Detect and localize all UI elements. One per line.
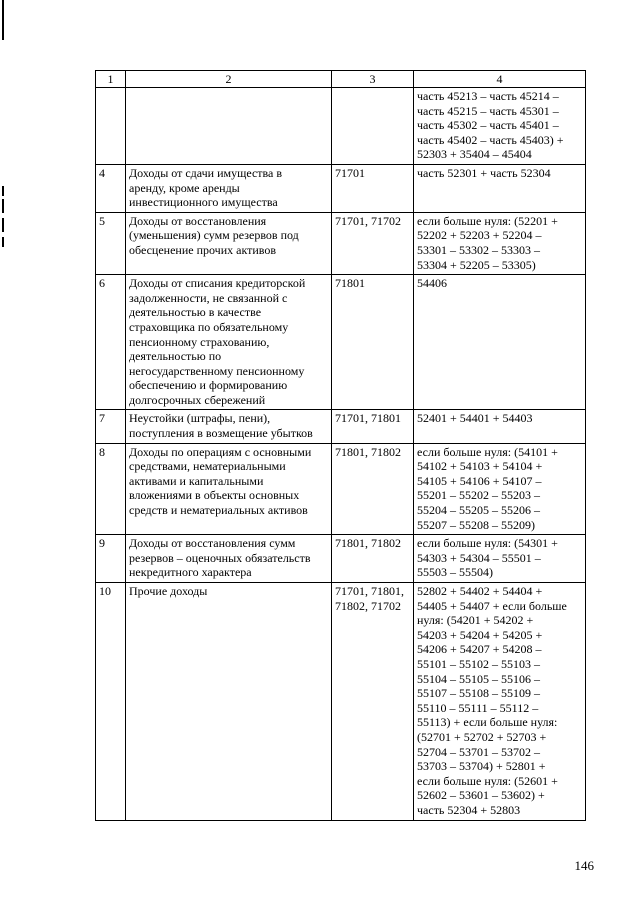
row-name (126, 88, 332, 165)
row-name: Доходы от списания кредиторской задолженности, не связанной с деятельностью в качестве страховщика по обязательному пенсионному страхованию, деятельностью по негосударственному пенсионному обеспечению и формированию долгосрочных сбережений (126, 275, 332, 410)
margin-mark (2, 218, 4, 232)
row-accounts: 71701, 71702 (332, 212, 414, 274)
row-accounts: 71801, 71802 (332, 443, 414, 535)
header-cell-4: 4 (414, 71, 586, 88)
header-cell-1: 1 (96, 71, 126, 88)
table-header-row (96, 71, 586, 88)
row-accounts: 71701 (332, 164, 414, 212)
row-accounts: 71701, 71801 (332, 410, 414, 443)
margin-mark (2, 0, 4, 40)
table-row (96, 443, 586, 535)
row-name: Доходы по операциям с основными средствами, нематериальными активами и капитальными вложениями в объекты основных средств и нематериальных активов (126, 443, 332, 535)
table-row (96, 164, 586, 212)
row-number: 9 (96, 535, 126, 583)
row-number: 10 (96, 583, 126, 821)
margin-mark (2, 186, 4, 196)
row-formula: если больше нуля: (54101 + 54102 + 54103 + 54104 + 54105 + 54106 + 54107 – 55201 – 55202 – 55203 – 55204 – 55205 – 55206 – 55207 – 55208 – 55209) (414, 443, 586, 535)
page-number: 146 (574, 858, 594, 873)
income-mapping-table (95, 70, 586, 821)
margin-mark (2, 237, 4, 247)
row-accounts: 71801 (332, 275, 414, 410)
row-formula: часть 45213 – часть 45214 – часть 45215 – часть 45301 – часть 45302 – часть 45401 – часть 45402 – часть 45403) + 52303 + 35404 – 45404 (414, 88, 586, 165)
row-number: 4 (96, 164, 126, 212)
margin-mark (2, 199, 4, 213)
row-formula: часть 52301 + часть 52304 (414, 164, 586, 212)
row-number (96, 88, 126, 165)
table-row (96, 410, 586, 443)
table-row (96, 275, 586, 410)
row-formula: 52401 + 54401 + 54403 (414, 410, 586, 443)
row-accounts: 71701, 71801, 71802, 71702 (332, 583, 414, 821)
table-row (96, 583, 586, 821)
row-name: Доходы от сдачи имущества в аренду, кроме аренды инвестиционного имущества (126, 164, 332, 212)
row-formula: 54406 (414, 275, 586, 410)
row-accounts (332, 88, 414, 165)
row-number: 8 (96, 443, 126, 535)
row-name: Прочие доходы (126, 583, 332, 821)
table-row (96, 535, 586, 583)
row-formula: если больше нуля: (52201 + 52202 + 52203 + 52204 – 53301 – 53302 – 53303 – 53304 + 52205 – 53305) (414, 212, 586, 274)
table-row (96, 212, 586, 274)
table-row (96, 88, 586, 165)
row-name: Доходы от восстановления (уменьшения) сумм резервов под обесценение прочих активов (126, 212, 332, 274)
row-number: 6 (96, 275, 126, 410)
row-number: 7 (96, 410, 126, 443)
header-cell-2: 2 (126, 71, 332, 88)
row-number: 5 (96, 212, 126, 274)
row-name: Неустойки (штрафы, пени), поступления в возмещение убытков (126, 410, 332, 443)
row-accounts: 71801, 71802 (332, 535, 414, 583)
header-cell-3: 3 (332, 71, 414, 88)
row-formula: если больше нуля: (54301 + 54303 + 54304 – 55501 – 55503 – 55504) (414, 535, 586, 583)
row-name: Доходы от восстановления сумм резервов – оценочных обязательств некредитного характера (126, 535, 332, 583)
row-formula: 52802 + 54402 + 54404 + 54405 + 54407 + если больше нуля: (54201 + 54202 + 54203 + 54204 + 54205 + 54206 + 54207 + 54208 – 55101 – 55102 – 55103 – 55104 – 55105 – 55106 – 55107 – 55108 – 55109 – 55110 – 55111 – 55112 – 55113) + если больше нуля: (52701 + 52702 + 52703 + 52704 – 53701 – 53702 – 53703 – 53704) + 52801 + если больше нуля: (52601 + 52602 – 53601 – 53602) + часть 52304 + 52803 (414, 583, 586, 821)
